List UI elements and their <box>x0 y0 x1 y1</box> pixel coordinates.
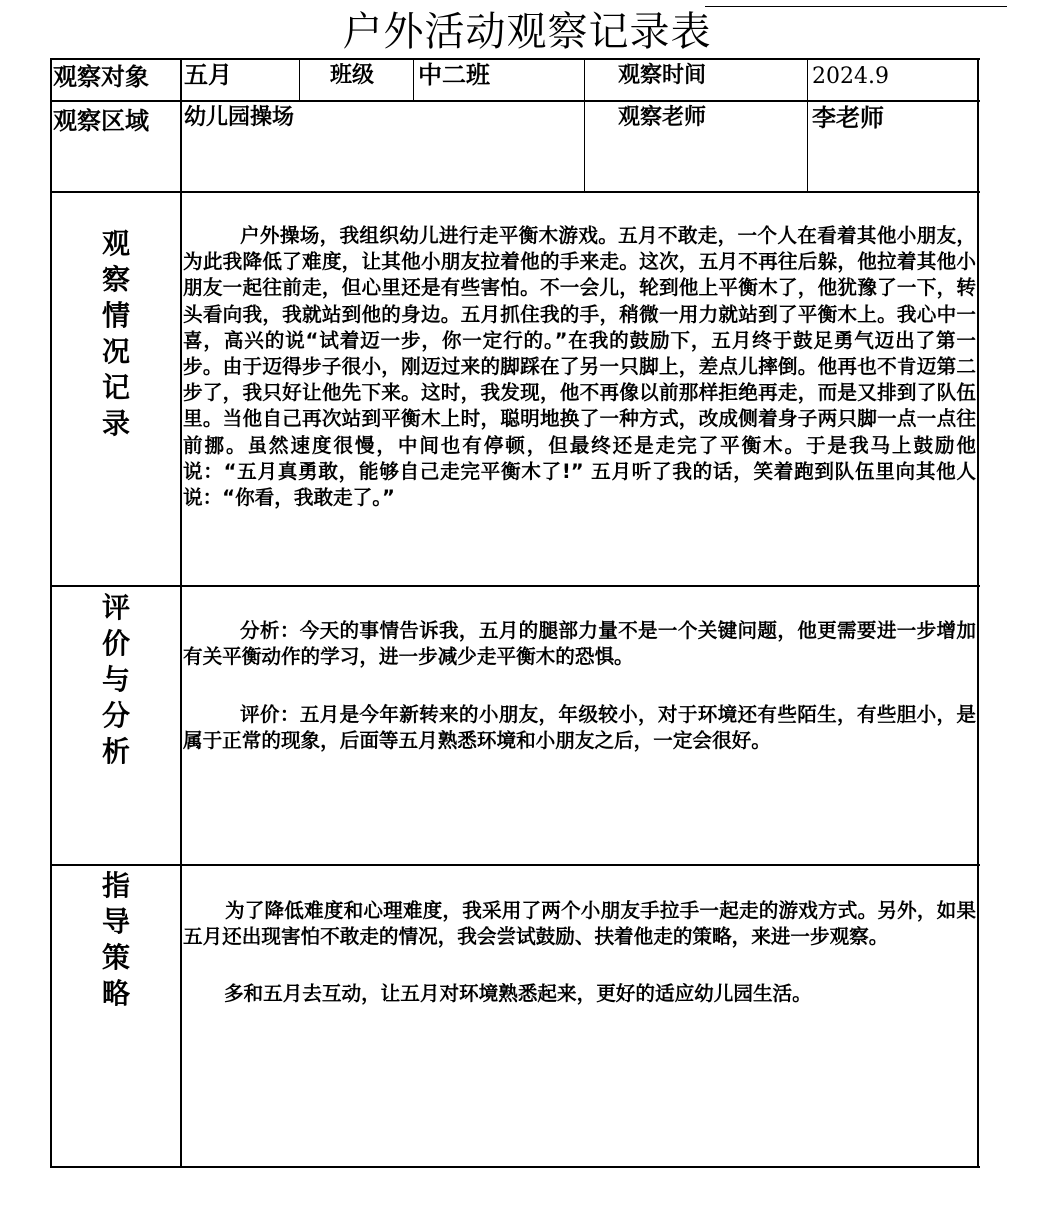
page-title: 户外活动观察记录表 <box>342 9 712 55</box>
assessment-text: 评价：五月是今年新转来的小朋友，年级较小，对于环境还有些陌生，有些胆小，是属于正常的现象，后面等五月熟悉环境和小朋友之后，一定会很好。 <box>183 703 977 753</box>
evaluation-section-label <box>51 590 181 770</box>
area-label: 观察区域 <box>53 107 149 135</box>
record-label-char: 观 <box>101 227 130 260</box>
evaluation-label-char: 价 <box>101 627 130 660</box>
teacher-label: 观察老师 <box>618 105 707 130</box>
guidance-label-char: 策 <box>101 941 130 974</box>
time-label: 观察时间 <box>618 63 707 88</box>
table-col-divider <box>299 58 300 101</box>
record-label-char: 情 <box>101 299 130 332</box>
teacher-value: 李老师 <box>812 104 884 132</box>
evaluation-label-char: 评 <box>101 591 130 624</box>
evaluation-label-char: 析 <box>101 735 130 768</box>
subject-label: 观察对象 <box>53 63 149 91</box>
class-value: 中二班 <box>418 61 490 89</box>
subject-value: 五月 <box>184 61 232 89</box>
table-row-divider <box>50 191 980 193</box>
table-row-divider <box>50 585 980 587</box>
record-text: 户外操场，我组织幼儿进行走平衡木游戏。五月不敢走，一个人在看着其他小朋友，为此我降低了难度，让其他小朋友拉着他的手来走。这次，五月不再往后躲，他拉着其他小朋友一起往前走，但心里还是有些害怕。不一会儿，轮到他上平衡木了，他犹豫了一下，转头看向我，我就站到他的身边。五月抓住我的手，稍微一用力就站到了平衡木上。我心中一喜，高兴的说“试着迈一步，你一定行的。”在我的鼓励下，五月终于鼓足勇气迈出了第一步。由于迈得步子很小，刚迈过来的脚踩在了另一只脚上，差点儿摔倒。他再也不肯迈第二步了，我只好让他先下来。这时，我发现，他不再像以前那样拒绝再走，而是又排到了队伍里。当他自己再次站到平衡木上时，聪明地换了一种方式，改成侧着身子两只脚一点一点往前挪。虽然速度很慢，中间也有停顿，但最终还是走完了平衡木。于是我马上鼓励他说：“五月真勇敢，能够自己走完平衡木了!” 五月听了我的话，笑着跑到队伍里向其他人说：“你看，我敢走了。” <box>183 224 977 510</box>
guidance-label-char: 略 <box>101 977 130 1010</box>
time-value: 2024.9 <box>812 64 889 89</box>
class-label: 班级 <box>330 63 375 88</box>
record-label-char: 记 <box>101 371 130 404</box>
table-col-divider <box>807 58 808 192</box>
strategy-text-1: 为了降低难度和心理难度，我采用了两个小朋友手拉手一起走的游戏方式。另外，如果五月还出现害怕不敢走的情况，我会尝试鼓励、扶着他走的策略，来进一步观察。 <box>183 899 976 949</box>
guidance-section-label <box>51 868 181 1012</box>
table-col-divider <box>413 58 414 101</box>
table-row-divider <box>50 864 980 866</box>
evaluation-label-char: 与 <box>101 663 130 696</box>
strategy-text-2: 多和五月去互动，让五月对环境熟悉起来，更好的适应幼儿园生活。 <box>183 982 812 1005</box>
record-section-label <box>51 226 181 442</box>
table-border-right <box>977 58 979 1168</box>
area-value: 幼儿园操场 <box>184 105 295 130</box>
guidance-label-char: 指 <box>101 869 130 902</box>
table-col-divider <box>584 58 585 192</box>
record-label-char: 录 <box>101 407 130 440</box>
evaluation-label-char: 分 <box>101 699 130 732</box>
analysis-text: 分析：今天的事情告诉我，五月的腿部力量不是一个关键问题，他更需要进一步增加有关平衡动作的学习，进一步减少走平衡木的恐惧。 <box>183 619 977 669</box>
table-border-bottom <box>50 1166 980 1168</box>
record-label-char: 况 <box>101 335 130 368</box>
guidance-label-char: 导 <box>101 905 130 938</box>
record-label-char: 察 <box>101 263 130 296</box>
table-row-divider <box>50 100 980 102</box>
